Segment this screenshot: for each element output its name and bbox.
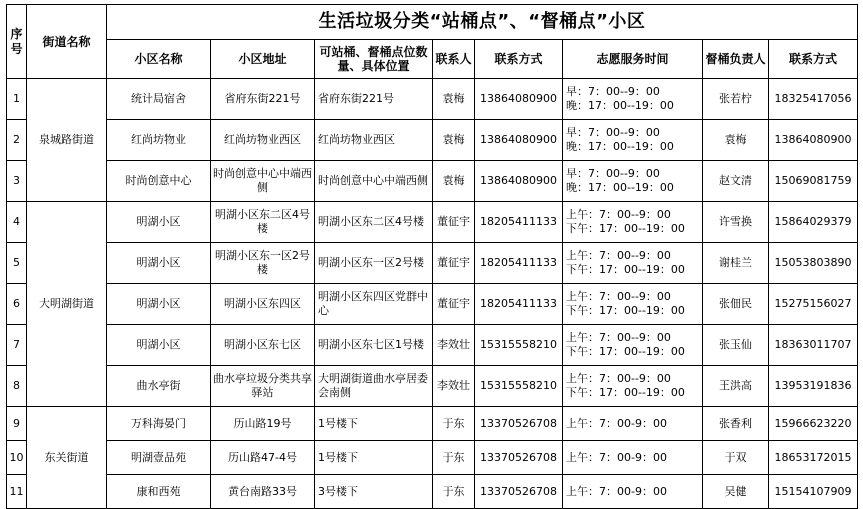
row-seq: 6 (7, 284, 27, 325)
row-seq: 5 (7, 243, 27, 284)
contact-person: 袁梅 (433, 120, 475, 161)
contact-phone: 13370526708 (475, 407, 563, 441)
contact-phone: 13864080900 (475, 79, 563, 120)
contact-person: 董征宇 (433, 243, 475, 284)
bin-location: 1号楼下 (315, 441, 433, 475)
community-name: 红尚坊物业 (107, 120, 211, 161)
service-time (563, 284, 703, 325)
service-time-line: 早：7：00--9：00 (566, 167, 660, 180)
service-time (563, 407, 703, 441)
community-address: 明湖小区东七区 (211, 325, 315, 366)
service-time-line: 早：7：00--9：00 (566, 85, 660, 98)
service-time-line: 晚：17：00--19：00 (566, 181, 674, 194)
contact-person: 于东 (433, 441, 475, 475)
bin-location: 明湖小区东二区4号楼 (315, 202, 433, 243)
header-seq: 序号 (7, 5, 27, 79)
service-time (563, 202, 703, 243)
community-address: 省府东街221号 (211, 79, 315, 120)
service-time-line: 上午：7：00--9：00 (566, 290, 671, 303)
bin-location: 3号楼下 (315, 475, 433, 509)
community-name: 统计局宿舍 (107, 79, 211, 120)
document (6, 4, 858, 509)
service-time-line: 下午：17：00--19：00 (566, 386, 685, 399)
service-time-line: 晚：17：00--19：00 (566, 140, 674, 153)
row-seq: 8 (7, 366, 27, 407)
community-name: 明湖小区 (107, 325, 211, 366)
contact-person: 李效壮 (433, 366, 475, 407)
community-name: 明湖小区 (107, 202, 211, 243)
supervisor-name: 赵文清 (703, 161, 769, 202)
community-name: 明湖小区 (107, 284, 211, 325)
table-row (7, 202, 858, 243)
header-supervisor: 督桶负责人 (703, 40, 769, 79)
community-name: 万科海晏门 (107, 407, 211, 441)
supervisor-name: 张香利 (703, 407, 769, 441)
community-name: 曲水亭街 (107, 366, 211, 407)
street-name: 东关街道 (27, 407, 107, 509)
supervisor-phone: 18363011707 (769, 325, 858, 366)
bin-location: 1号楼下 (315, 407, 433, 441)
service-time-line: 上午：7：00--9：00 (566, 208, 671, 221)
contact-person: 于东 (433, 475, 475, 509)
community-address: 红尚坊物业西区 (211, 120, 315, 161)
table-row (7, 325, 858, 366)
contact-phone: 13864080900 (475, 120, 563, 161)
bin-location: 明湖小区东四区党群中心 (315, 284, 433, 325)
supervisor-phone: 18325417056 (769, 79, 858, 120)
contact-phone: 13370526708 (475, 441, 563, 475)
header-supervisor-phone: 联系方式 (769, 40, 858, 79)
supervisor-name: 张若柠 (703, 79, 769, 120)
contact-person: 董征宇 (433, 202, 475, 243)
service-time-line: 上午：7：00-9：00 (566, 484, 667, 498)
service-time (563, 243, 703, 284)
community-address: 明湖小区东四区 (211, 284, 315, 325)
service-time-line: 上午：7：00--9：00 (566, 249, 671, 262)
row-seq: 9 (7, 407, 27, 441)
header-time: 志愿服务时间 (563, 40, 703, 79)
community-address: 历山路19号 (211, 407, 315, 441)
row-seq: 2 (7, 120, 27, 161)
supervisor-name: 张佃民 (703, 284, 769, 325)
service-time-line: 上午：7：00--9：00 (566, 331, 671, 344)
contact-phone: 18205411133 (475, 243, 563, 284)
header-contact: 联系人 (433, 40, 475, 79)
table-row (7, 441, 858, 475)
service-time (563, 366, 703, 407)
community-address: 曲水亭垃圾分类共享驿站 (211, 366, 315, 407)
supervisor-phone: 15864029379 (769, 202, 858, 243)
contact-phone: 15315558210 (475, 366, 563, 407)
supervisor-phone: 18653172015 (769, 441, 858, 475)
community-address: 历山路47-4号 (211, 441, 315, 475)
contact-phone: 18205411133 (475, 284, 563, 325)
supervisor-phone: 15275156027 (769, 284, 858, 325)
contact-phone: 15315558210 (475, 325, 563, 366)
service-time (563, 441, 703, 475)
table-row (7, 475, 858, 509)
bin-location: 明湖小区东一区2号楼 (315, 243, 433, 284)
community-name: 康和西苑 (107, 475, 211, 509)
bin-location: 红尚坊物业西区 (315, 120, 433, 161)
table-title: 生活垃圾分类“站桶点”、“督桶点”小区 (107, 5, 858, 40)
contact-phone: 13370526708 (475, 475, 563, 509)
community-name: 明湖小区 (107, 243, 211, 284)
street-name: 大明湖街道 (27, 202, 107, 407)
service-time-line: 下午：17：00--19：00 (566, 222, 685, 235)
header-community: 小区名称 (107, 40, 211, 79)
community-address: 明湖小区东二区4号楼 (211, 202, 315, 243)
table-row (7, 284, 858, 325)
row-seq: 7 (7, 325, 27, 366)
supervisor-phone: 13864080900 (769, 120, 858, 161)
service-time-line: 下午：17：00--19：00 (566, 345, 685, 358)
contact-person: 袁梅 (433, 161, 475, 202)
contact-phone: 13864080900 (475, 161, 563, 202)
contact-person: 于东 (433, 407, 475, 441)
supervisor-phone: 15069081759 (769, 161, 858, 202)
service-time (563, 325, 703, 366)
service-time-line: 早：7：00--9：00 (566, 126, 660, 139)
supervisor-name: 袁梅 (703, 120, 769, 161)
contact-person: 董征宇 (433, 284, 475, 325)
service-time (563, 475, 703, 509)
community-address: 时尚创意中心中端西侧 (211, 161, 315, 202)
contact-person: 袁梅 (433, 79, 475, 120)
supervisor-phone: 15053803890 (769, 243, 858, 284)
contact-person: 李效壮 (433, 325, 475, 366)
row-seq: 3 (7, 161, 27, 202)
row-seq: 11 (7, 475, 27, 509)
row-seq: 4 (7, 202, 27, 243)
community-address: 黄台南路33号 (211, 475, 315, 509)
header-street: 街道名称 (27, 5, 107, 79)
supervisor-name: 王洪高 (703, 366, 769, 407)
header-location: 可站桶、督桶点位数量、具体位置 (315, 40, 433, 79)
supervisor-name: 谢桂兰 (703, 243, 769, 284)
service-time-line: 上午：7：00-9：00 (566, 416, 667, 430)
community-name: 明湖壹品苑 (107, 441, 211, 475)
table-row (7, 407, 858, 441)
header-address: 小区地址 (211, 40, 315, 79)
service-time-line: 下午：17：00--19：00 (566, 263, 685, 276)
service-time-line: 下午：17：00--19：00 (566, 304, 685, 317)
supervisor-phone: 13953191836 (769, 366, 858, 407)
service-time (563, 161, 703, 202)
table-row (7, 161, 858, 202)
row-seq: 1 (7, 79, 27, 120)
service-time (563, 120, 703, 161)
service-time-line: 晚：17：00--19：00 (566, 99, 674, 112)
table-row (7, 243, 858, 284)
supervisor-phone: 15154107909 (769, 475, 858, 509)
header-phone: 联系方式 (475, 40, 563, 79)
table-row (7, 79, 858, 120)
supervisor-name: 许雪换 (703, 202, 769, 243)
community-address: 明湖小区东一区2号楼 (211, 243, 315, 284)
row-seq: 10 (7, 441, 27, 475)
service-time-line: 上午：7：00--9：00 (566, 372, 671, 385)
table-row (7, 120, 858, 161)
bin-location: 明湖小区东七区1号楼 (315, 325, 433, 366)
street-name: 泉城路街道 (27, 79, 107, 202)
supervisor-name: 吴健 (703, 475, 769, 509)
supervisor-name: 张玉仙 (703, 325, 769, 366)
service-time (563, 79, 703, 120)
community-table (6, 4, 858, 509)
contact-phone: 18205411133 (475, 202, 563, 243)
service-time-line: 上午：7：00-9：00 (566, 450, 667, 464)
table-row (7, 366, 858, 407)
community-name: 时尚创意中心 (107, 161, 211, 202)
bin-location: 时尚创意中心中端西侧 (315, 161, 433, 202)
bin-location: 省府东街221号 (315, 79, 433, 120)
supervisor-phone: 15966623220 (769, 407, 858, 441)
supervisor-name: 于双 (703, 441, 769, 475)
bin-location: 大明湖街道曲水亭居委会南侧 (315, 366, 433, 407)
